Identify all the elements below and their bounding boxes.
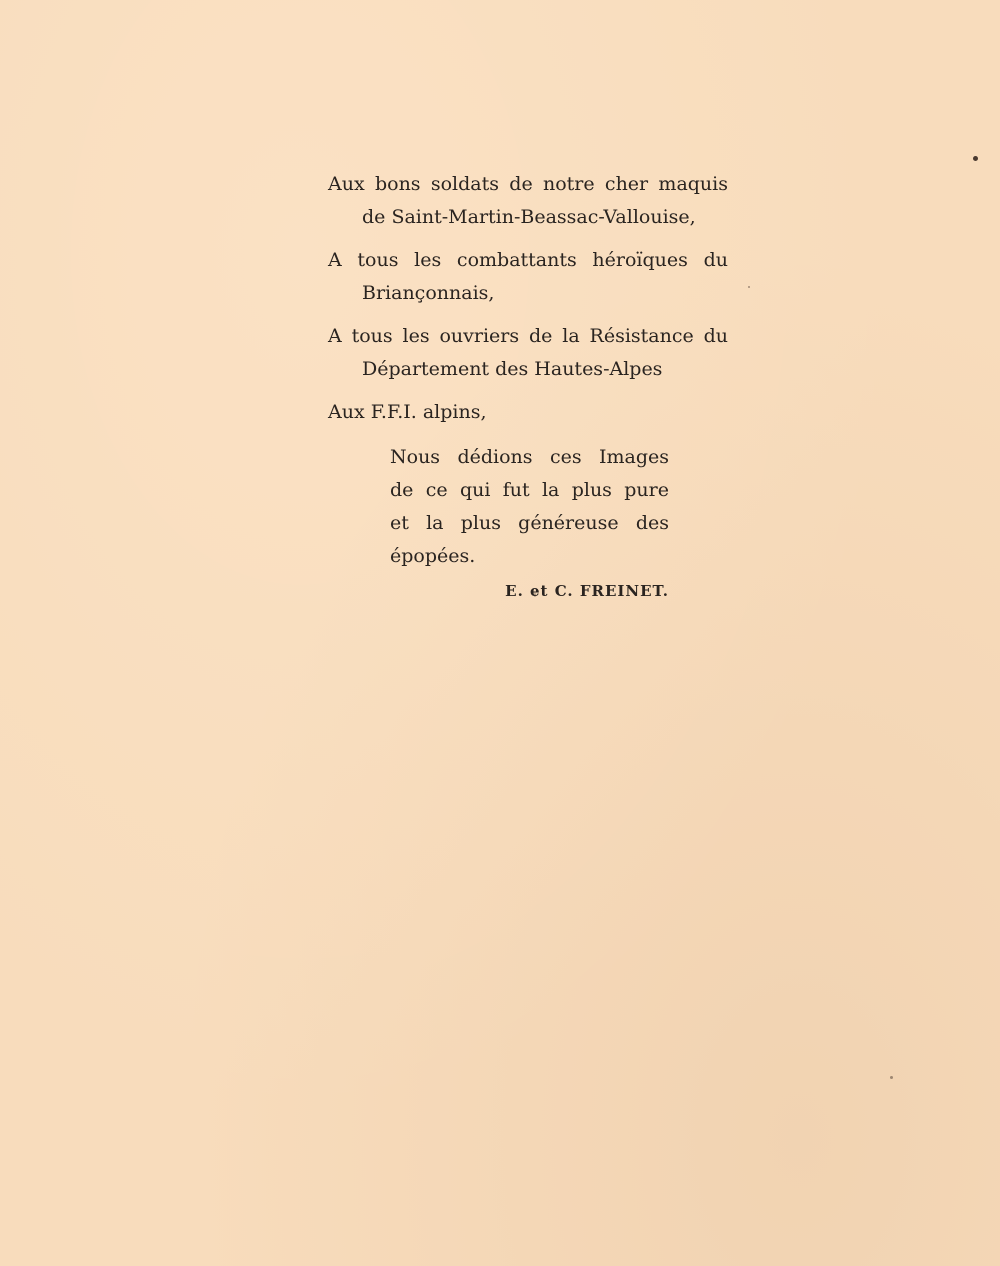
dedication-stanza-1: Aux bons soldats de notre cher maquis de Saint-Martin-Beassac-Vallouise,: [328, 173, 728, 228]
dedication-block: [328, 168, 728, 608]
dedication-closing: [390, 441, 669, 573]
closing-line-4: épopées.: [390, 545, 476, 567]
closing-line-1: Nous dédions ces Images: [390, 446, 669, 468]
closing-line-3: et la plus généreuse des: [390, 512, 669, 534]
closing-line-2: de ce qui fut la plus pure: [390, 479, 669, 501]
dedication-stanza-4: Aux F.F.I. alpins,: [328, 401, 487, 423]
paper-speck: [973, 156, 978, 161]
signature: E. et C. FREINET.: [505, 582, 669, 600]
dedication-stanza-2: A tous les combattants héroïques du Briançonnais,: [328, 249, 728, 304]
paper-speck: [748, 286, 750, 288]
dedication-stanza-3: A tous les ouvriers de la Résistance du Département des Hautes-Alpes: [328, 325, 728, 380]
paper-speck: [890, 1076, 893, 1079]
